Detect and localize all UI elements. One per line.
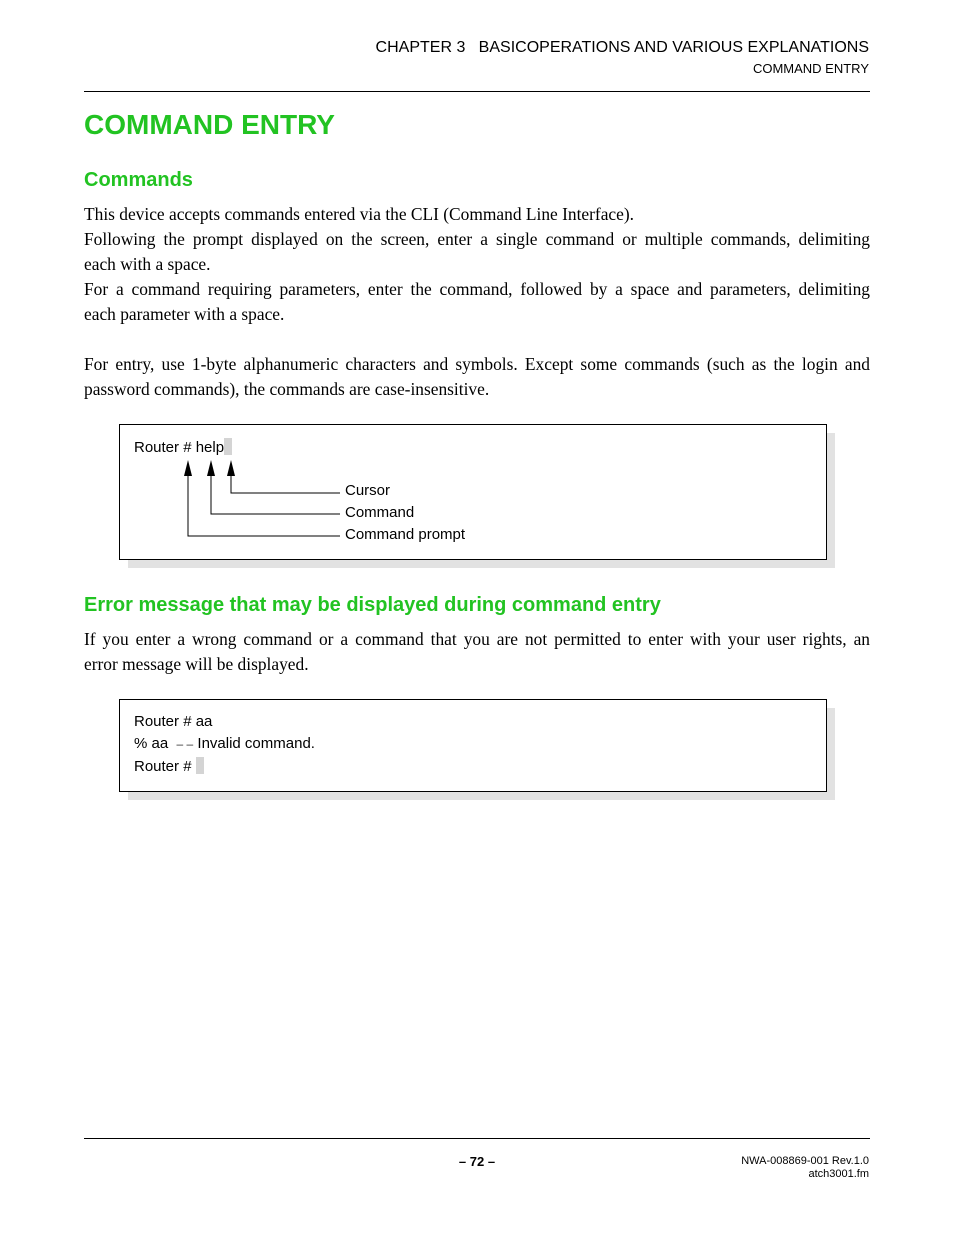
error-dashes: – – xyxy=(176,737,194,751)
command-arrowhead xyxy=(207,460,215,476)
paragraph-line: If you enter a wrong command or a command that you are not permitted to enter with your user rights, an xyxy=(84,629,870,649)
label-command: Command xyxy=(345,504,415,521)
prompt-text: Router # help xyxy=(134,439,225,456)
prompt-arrowhead xyxy=(184,460,192,476)
terminal-line-3 xyxy=(134,757,204,775)
paragraph-line: each with a space. xyxy=(84,254,211,274)
cursor-block xyxy=(224,438,232,455)
commands-paragraph-1 xyxy=(84,202,870,327)
error-paragraph xyxy=(84,627,870,677)
page-number: – 72 – xyxy=(458,1154,496,1169)
terminal-line-2 xyxy=(134,735,315,752)
document-id: NWA-008869-001 Rev.1.0 xyxy=(741,1155,869,1167)
cursor-arrowhead xyxy=(227,460,235,476)
section-heading-error-message: Error message that may be displayed during command entry xyxy=(84,594,661,616)
diagram-prompt-line xyxy=(134,438,232,456)
footer-doc-info xyxy=(741,1155,869,1181)
cursor-leader-line xyxy=(231,475,340,493)
command-leader-line xyxy=(211,475,340,514)
diagram-arrows xyxy=(180,455,350,545)
label-cursor: Cursor xyxy=(345,482,391,499)
running-header-chapter: CHAPTER 3 BASICOPERATIONS AND VARIOUS EXPLANATIONS xyxy=(375,39,869,56)
paragraph-line: For a command requiring parameters, enter the command, followed by a space and parameters, delimiting xyxy=(84,279,870,299)
error-message: Invalid command. xyxy=(197,735,315,752)
page-title: COMMAND ENTRY xyxy=(84,109,335,140)
paragraph-line: This device accepts commands entered via the CLI (Command Line Interface). xyxy=(84,204,634,224)
header-rule xyxy=(84,91,870,92)
section-heading-commands: Commands xyxy=(84,169,193,191)
paragraph-line: For entry, use 1-byte alphanumeric characters and symbols. Except some commands (such as the login and xyxy=(84,354,870,374)
source-file: atch3001.fm xyxy=(808,1168,869,1180)
cursor-block xyxy=(196,757,204,774)
paragraph-line: error message will be displayed. xyxy=(84,654,309,674)
commands-paragraph-2 xyxy=(84,352,870,402)
paragraph-line: each parameter with a space. xyxy=(84,304,285,324)
running-header-section: COMMAND ENTRY xyxy=(752,61,869,76)
footer-rule xyxy=(84,1138,870,1139)
paragraph-line: password commands), the commands are case-insensitive. xyxy=(84,379,490,399)
paragraph-line: Following the prompt displayed on the screen, enter a single command or multiple commands, delimiting xyxy=(84,229,870,249)
label-command-prompt: Command prompt xyxy=(345,526,466,543)
error-prefix: % aa xyxy=(134,735,169,752)
prompt-text: Router # xyxy=(134,758,192,775)
terminal-line-1: Router # aa xyxy=(134,713,213,730)
